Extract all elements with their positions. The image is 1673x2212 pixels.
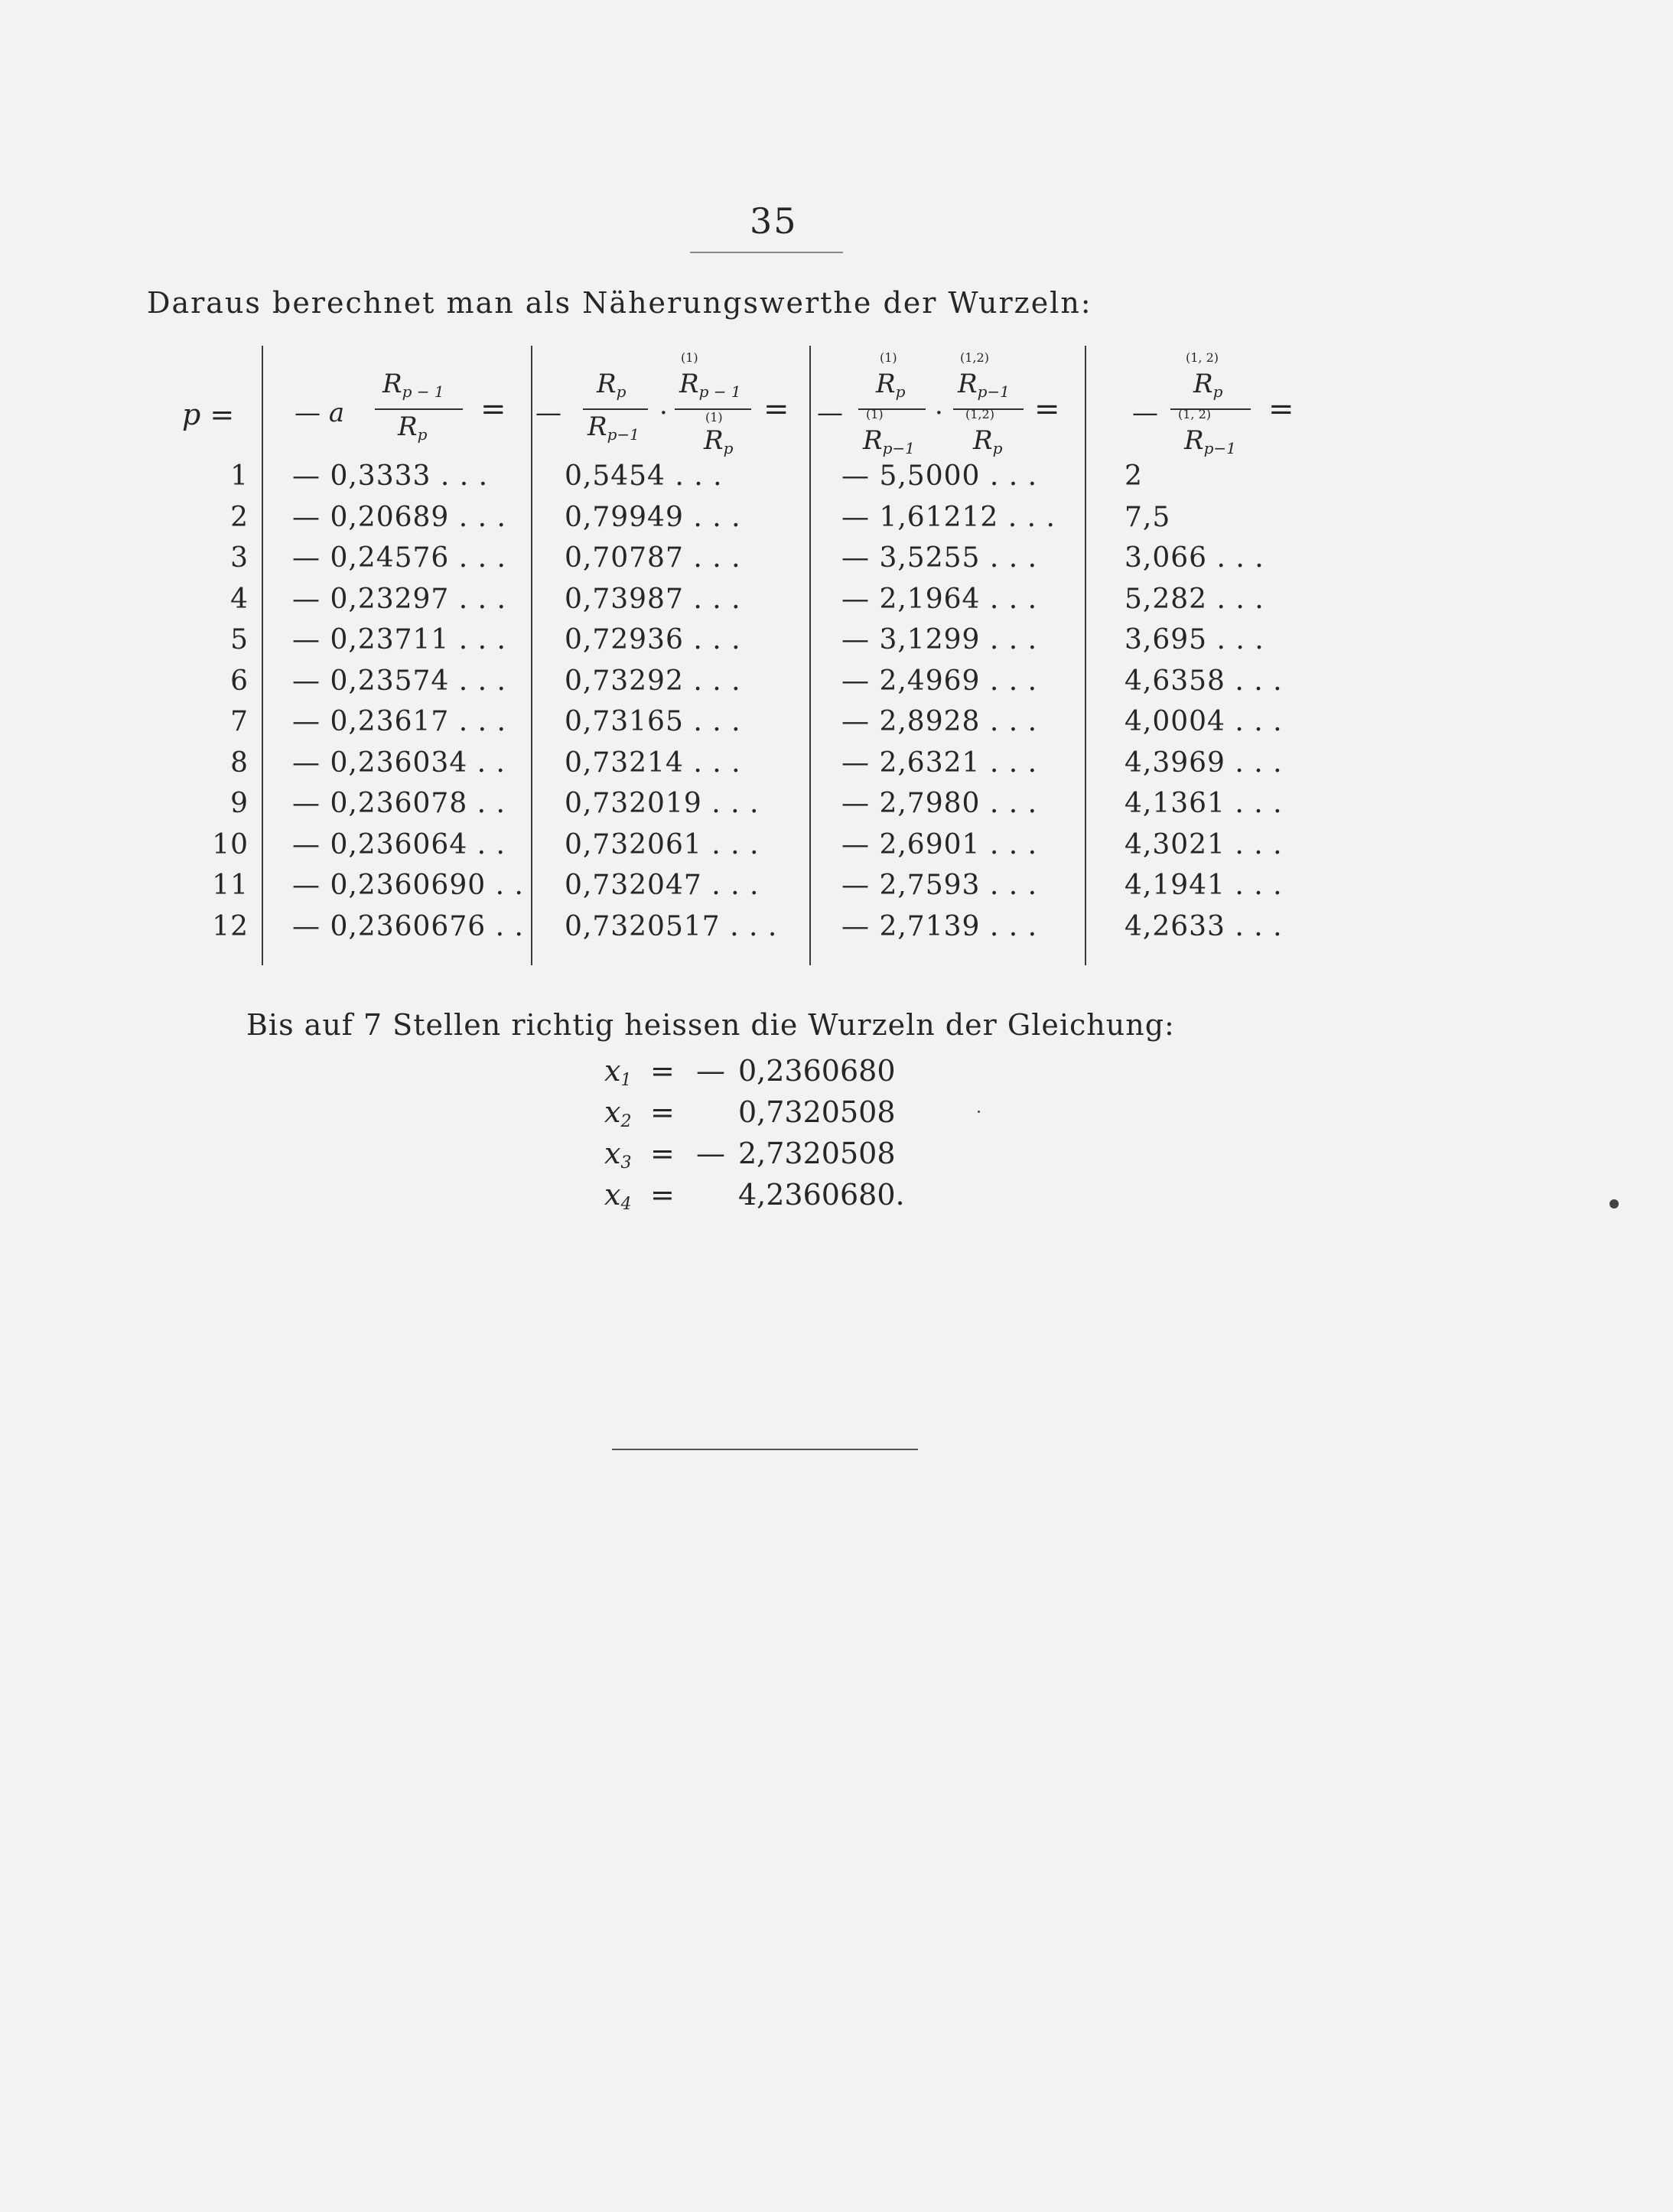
table-rule-3 bbox=[809, 346, 811, 965]
table-cell-col2: 0,73165 . . . bbox=[565, 706, 741, 737]
table-cell-p: 8 bbox=[230, 747, 249, 779]
table-cell-col3: — 2,6901 . . . bbox=[841, 828, 1038, 860]
table-rule-1 bbox=[262, 346, 263, 965]
table-cell-p: 2 bbox=[230, 501, 249, 533]
table-cell-col1: — 0,23617 . . . bbox=[292, 706, 506, 737]
table-rule-4 bbox=[1085, 346, 1086, 965]
table-cell-col1: — 0,2360690 . . bbox=[292, 870, 524, 901]
root-variable: $x_1$ bbox=[604, 1054, 632, 1090]
table-cell-col1: — 0,20689 . . . bbox=[292, 501, 506, 533]
table-cell-p: 7 bbox=[230, 706, 249, 737]
table-cell-col4: 7,5 bbox=[1125, 501, 1171, 533]
intro-text: Daraus berechnet man als Näherungswerthe der Wurzeln: bbox=[147, 286, 1092, 320]
table-cell-col4: 4,2633 . . . bbox=[1125, 910, 1283, 942]
table-cell-p: 1 bbox=[230, 460, 249, 492]
table-cell-col4: 4,3021 . . . bbox=[1125, 828, 1283, 860]
table-cell-col4: 5,282 . . . bbox=[1125, 583, 1265, 615]
table-cell-col1: — 0,236064 . . bbox=[292, 828, 506, 860]
table-cell-col2: 0,72936 . . . bbox=[565, 624, 741, 655]
table-cell-col1: — 0,236078 . . bbox=[292, 788, 506, 819]
root-value: 4,2360680. bbox=[738, 1178, 905, 1212]
speck-mark bbox=[1610, 1199, 1619, 1208]
table-cell-p: 9 bbox=[230, 788, 249, 819]
table-cell-col3: — 2,7980 . . . bbox=[841, 788, 1038, 819]
table-cell-col4: 3,066 . . . bbox=[1125, 542, 1265, 574]
table-cell-col2: 0,5454 . . . bbox=[565, 460, 723, 492]
table-cell-col4: 4,1941 . . . bbox=[1125, 870, 1283, 901]
root-equation bbox=[604, 1178, 905, 1214]
root-value: 0,2360680 bbox=[738, 1054, 896, 1088]
table-cell-col3: — 3,1299 . . . bbox=[841, 624, 1038, 655]
table-cell-col2: 0,732061 . . . bbox=[565, 828, 760, 860]
table-cell-col2: 0,732019 . . . bbox=[565, 788, 760, 819]
table-cell-col3: — 2,1964 . . . bbox=[841, 583, 1038, 615]
table-cell-col3: — 3,5255 . . . bbox=[841, 542, 1038, 574]
root-value: 0,7320508 bbox=[738, 1095, 896, 1129]
table-cell-col3: — 2,8928 . . . bbox=[841, 706, 1038, 737]
table-cell-col3: — 2,7593 . . . bbox=[841, 870, 1038, 901]
table-cell-p: 11 bbox=[212, 870, 249, 901]
page-number: 35 bbox=[750, 200, 798, 242]
table-cell-col1: — 0,3333 . . . bbox=[292, 460, 489, 492]
root-variable: $x_2$ bbox=[604, 1095, 632, 1131]
root-variable: $x_4$ bbox=[604, 1178, 632, 1214]
table-cell-col1: — 0,23574 . . . bbox=[292, 665, 506, 697]
conclusion-text: Bis auf 7 Stellen richtig heissen die Wurzeln der Gleichung: bbox=[246, 1008, 1175, 1042]
table-cell-col3: — 2,6321 . . . bbox=[841, 747, 1038, 779]
table-rule-2 bbox=[531, 346, 532, 965]
table-cell-col2: 0,7320517 . . . bbox=[565, 910, 778, 942]
table-cell-col1: — 0,24576 . . . bbox=[292, 542, 506, 574]
table-cell-col1: — 0,236034 . . bbox=[292, 747, 506, 779]
page-number-rule bbox=[690, 252, 843, 253]
table-cell-col3: — 1,61212 . . . bbox=[841, 501, 1056, 533]
table-cell-col4: 2 bbox=[1125, 460, 1143, 492]
root-variable: $x_3$ bbox=[604, 1137, 632, 1173]
table-cell-col3: — 2,7139 . . . bbox=[841, 910, 1038, 942]
root-equation bbox=[604, 1095, 896, 1131]
equals-sign: = bbox=[650, 1054, 675, 1088]
root-value: 2,7320508 bbox=[738, 1137, 896, 1170]
root-sign: — bbox=[696, 1137, 725, 1170]
root-sign: — bbox=[696, 1054, 725, 1088]
speck-mark bbox=[978, 1111, 980, 1113]
table-cell-p: 6 bbox=[230, 665, 249, 697]
table-cell-p: 10 bbox=[212, 828, 249, 860]
table-cell-col4: 4,3969 . . . bbox=[1125, 747, 1283, 779]
table-cell-col3: — 5,5000 . . . bbox=[841, 460, 1038, 492]
root-equation bbox=[604, 1137, 896, 1173]
equals-sign: = bbox=[650, 1137, 675, 1170]
table-cell-p: 12 bbox=[212, 910, 249, 942]
table-cell-col4: 3,695 . . . bbox=[1125, 624, 1265, 655]
table-cell-col2: 0,732047 . . . bbox=[565, 870, 760, 901]
equals-sign: = bbox=[650, 1178, 675, 1212]
table-cell-col2: 0,73292 . . . bbox=[565, 665, 741, 697]
table-cell-col1: — 0,2360676 . . bbox=[292, 910, 524, 942]
root-equation bbox=[604, 1054, 896, 1090]
bottom-rule bbox=[612, 1449, 918, 1450]
table-cell-col2: 0,73987 . . . bbox=[565, 583, 741, 615]
header-p: p = bbox=[182, 398, 235, 431]
equals-sign: = bbox=[650, 1095, 675, 1129]
table-cell-col2: 0,73214 . . . bbox=[565, 747, 741, 779]
table-cell-col1: — 0,23297 . . . bbox=[292, 583, 506, 615]
table-cell-col4: 4,6358 . . . bbox=[1125, 665, 1283, 697]
table-cell-col1: — 0,23711 . . . bbox=[292, 624, 506, 655]
table-cell-col2: 0,79949 . . . bbox=[565, 501, 741, 533]
table-cell-col3: — 2,4969 . . . bbox=[841, 665, 1038, 697]
table-cell-col2: 0,70787 . . . bbox=[565, 542, 741, 574]
table-cell-col4: 4,0004 . . . bbox=[1125, 706, 1283, 737]
table-cell-p: 5 bbox=[230, 624, 249, 655]
table-cell-col4: 4,1361 . . . bbox=[1125, 788, 1283, 819]
table-cell-p: 3 bbox=[230, 542, 249, 574]
table-cell-p: 4 bbox=[230, 583, 249, 615]
